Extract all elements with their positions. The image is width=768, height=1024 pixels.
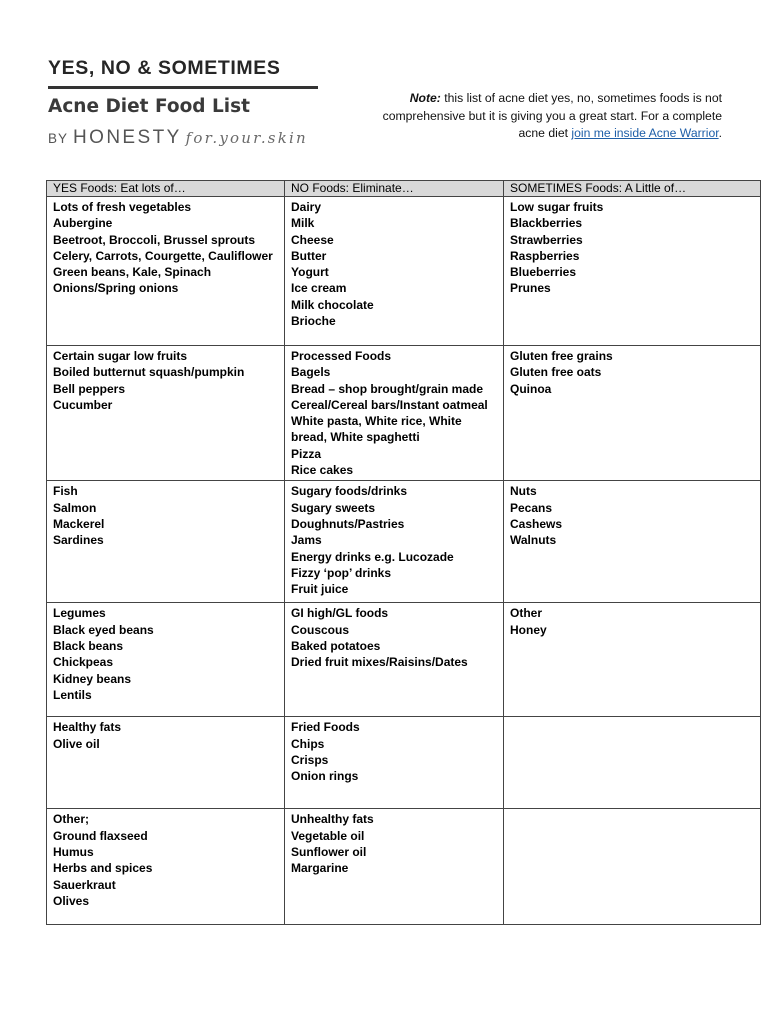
category-heading: Legumes bbox=[53, 606, 106, 621]
food-item: Sunflower oil bbox=[291, 844, 367, 859]
table-row bbox=[47, 603, 761, 717]
food-item: Butter bbox=[291, 248, 327, 263]
food-item: Gluten free oats bbox=[510, 365, 602, 380]
food-item: Lentils bbox=[53, 687, 92, 702]
note-suffix: . bbox=[718, 126, 722, 140]
food-item: Raspberries bbox=[510, 248, 580, 263]
food-item: Beetroot, Broccoli, Brussel sprouts bbox=[53, 232, 256, 247]
table-header-row bbox=[47, 181, 761, 197]
category-heading: Fish bbox=[53, 484, 78, 499]
food-item: White pasta, White rice, White bread, White spaghetti bbox=[291, 414, 462, 445]
food-item: Sugary sweets bbox=[291, 500, 376, 515]
sometimes-foods-cell bbox=[504, 346, 761, 481]
food-item: Baked potatoes bbox=[291, 638, 381, 653]
note-paragraph bbox=[370, 90, 722, 143]
no-foods-cell bbox=[285, 197, 504, 346]
acne-warrior-link[interactable]: join me inside Acne Warrior bbox=[571, 126, 719, 140]
food-item: Olives bbox=[53, 893, 90, 908]
food-item: Jams bbox=[291, 533, 322, 548]
food-item: Walnuts bbox=[510, 533, 557, 548]
food-item: Humus bbox=[53, 844, 94, 859]
document-header bbox=[48, 56, 320, 150]
food-item: Energy drinks e.g. Lucozade bbox=[291, 549, 454, 564]
food-item: Cereal/Cereal bars/Instant oatmeal bbox=[291, 397, 488, 412]
food-item: Milk chocolate bbox=[291, 297, 374, 312]
no-foods-cell bbox=[285, 481, 504, 603]
column-header-sometimes: SOMETIMES Foods: A Little of… bbox=[504, 181, 761, 197]
column-header-no: NO Foods: Eliminate… bbox=[285, 181, 504, 197]
food-item: Herbs and spices bbox=[53, 861, 153, 876]
food-item: Bagels bbox=[291, 365, 331, 380]
column-header-yes: YES Foods: Eat lots of… bbox=[47, 181, 285, 197]
food-item: Doughnuts/Pastries bbox=[291, 516, 405, 531]
food-item: Milk bbox=[291, 216, 315, 231]
food-item: Black eyed beans bbox=[53, 622, 154, 637]
food-item: Kidney beans bbox=[53, 671, 132, 686]
food-item: Olive oil bbox=[53, 736, 100, 751]
sometimes-foods-cell bbox=[504, 603, 761, 717]
food-item: Margarine bbox=[291, 861, 349, 876]
food-item: Pizza bbox=[291, 446, 322, 461]
category-heading: Processed Foods bbox=[291, 349, 392, 363]
category-heading: Nuts bbox=[510, 484, 537, 499]
sometimes-foods-cell bbox=[504, 197, 761, 346]
brand-logo bbox=[48, 127, 320, 150]
food-item: Mackerel bbox=[53, 516, 105, 531]
food-item: Celery, Carrots, Courgette, Cauliflower bbox=[53, 248, 273, 263]
table-row bbox=[47, 197, 761, 346]
food-item: Aubergine bbox=[53, 216, 113, 231]
food-item: Onions/Spring onions bbox=[53, 281, 179, 296]
food-item: Boiled butternut squash/pumpkin bbox=[53, 365, 245, 380]
note-text: this list of acne diet yes, no, sometimes foods is not comprehensive but it is giving you a great start. For a complete acne diet bbox=[382, 91, 722, 140]
food-item: Green beans, Kale, Spinach bbox=[53, 265, 212, 280]
page-subtitle: Acne Diet Food List bbox=[48, 96, 250, 117]
table-row bbox=[47, 481, 761, 603]
category-heading: Certain sugar low fruits bbox=[53, 349, 188, 363]
food-item: Yogurt bbox=[291, 265, 329, 280]
yes-foods-cell bbox=[47, 603, 285, 717]
food-item: Cheese bbox=[291, 232, 334, 247]
food-item: Fizzy ‘pop’ drinks bbox=[291, 565, 392, 580]
yes-foods-cell bbox=[47, 197, 285, 346]
food-item: Quinoa bbox=[510, 381, 552, 396]
food-item: Chickpeas bbox=[53, 655, 114, 670]
yes-foods-cell bbox=[47, 346, 285, 481]
food-item: Onion rings bbox=[291, 769, 359, 784]
food-item: Vegetable oil bbox=[291, 828, 365, 843]
category-heading: Unhealthy fats bbox=[291, 812, 374, 827]
food-item: Brioche bbox=[291, 314, 336, 329]
food-item: Cucumber bbox=[53, 397, 113, 412]
food-item: Rice cakes bbox=[291, 463, 354, 478]
food-item: Dried fruit mixes/Raisins/Dates bbox=[291, 655, 468, 670]
food-item: Black beans bbox=[53, 638, 124, 653]
food-item: Sauerkraut bbox=[53, 877, 116, 892]
food-item: Pecans bbox=[510, 500, 553, 515]
table-row bbox=[47, 346, 761, 481]
yes-foods-cell bbox=[47, 481, 285, 603]
category-heading: Other bbox=[510, 606, 543, 621]
sometimes-foods-cell bbox=[504, 481, 761, 603]
no-foods-cell bbox=[285, 603, 504, 717]
food-item: Ice cream bbox=[291, 281, 347, 296]
food-item: Blueberries bbox=[510, 265, 577, 280]
category-heading: Other; bbox=[53, 812, 89, 827]
sometimes-foods-cell bbox=[504, 717, 761, 809]
title-underline bbox=[48, 86, 318, 89]
food-list-table bbox=[46, 180, 761, 925]
category-heading: Low sugar fruits bbox=[510, 200, 604, 214]
food-item: Crisps bbox=[291, 752, 329, 767]
page-title: YES, NO & SOMETIMES bbox=[48, 57, 281, 79]
no-foods-cell bbox=[285, 346, 504, 481]
brand-by: BY bbox=[48, 131, 69, 146]
category-heading: Sugary foods/drinks bbox=[291, 484, 408, 499]
food-item: Bell peppers bbox=[53, 381, 126, 396]
sometimes-foods-cell bbox=[504, 809, 761, 925]
food-item: Couscous bbox=[291, 622, 350, 637]
note-label: Note: bbox=[409, 91, 441, 105]
food-item: Fruit juice bbox=[291, 582, 349, 597]
category-heading: Dairy bbox=[291, 200, 322, 214]
food-item: Honey bbox=[510, 622, 547, 637]
category-heading: Gluten free grains bbox=[510, 349, 613, 363]
table-row bbox=[47, 809, 761, 925]
brand-tagline: for.your.skin bbox=[185, 129, 308, 147]
category-heading: Healthy fats bbox=[53, 720, 122, 735]
yes-foods-cell bbox=[47, 809, 285, 925]
food-item: Ground flaxseed bbox=[53, 828, 148, 843]
brand-name: HONESTY bbox=[73, 127, 182, 148]
food-item: Chips bbox=[291, 736, 325, 751]
food-item: Cashews bbox=[510, 516, 563, 531]
category-heading: Lots of fresh vegetables bbox=[53, 200, 192, 214]
no-foods-cell bbox=[285, 717, 504, 809]
food-item: Prunes bbox=[510, 281, 551, 296]
food-item: Strawberries bbox=[510, 232, 583, 247]
no-foods-cell bbox=[285, 809, 504, 925]
category-heading: GI high/GL foods bbox=[291, 606, 389, 621]
food-item: Salmon bbox=[53, 500, 97, 515]
food-item: Bread – shop brought/grain made bbox=[291, 381, 484, 396]
food-item: Blackberries bbox=[510, 216, 583, 231]
category-heading: Fried Foods bbox=[291, 720, 360, 735]
table-row bbox=[47, 717, 761, 809]
food-item: Sardines bbox=[53, 533, 104, 548]
yes-foods-cell bbox=[47, 717, 285, 809]
